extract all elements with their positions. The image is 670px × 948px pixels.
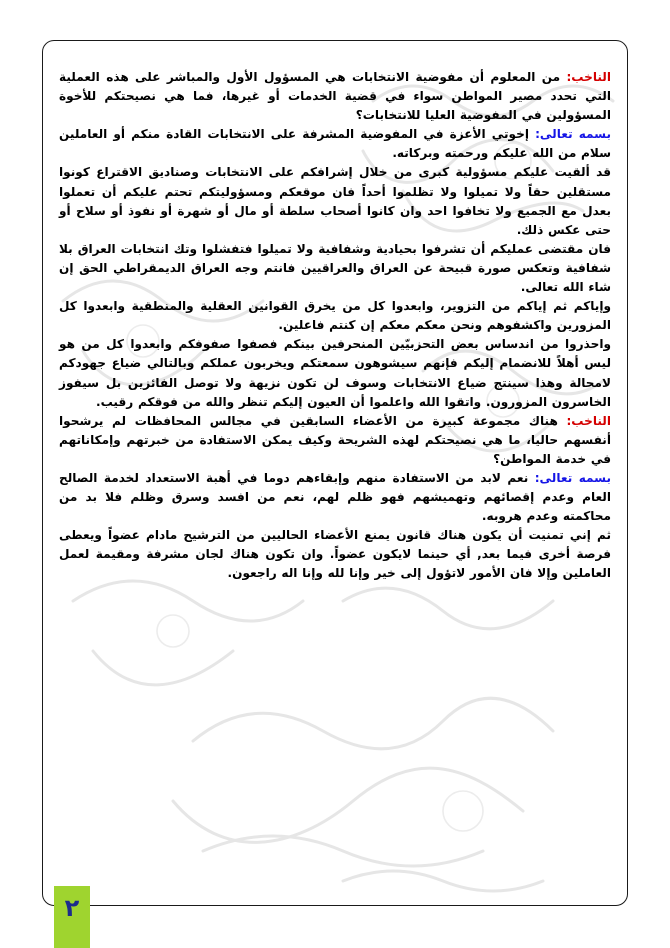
- voter-label: الناخب:: [566, 70, 611, 84]
- paragraph-text: قد ألقيت عليكم مسؤولية كبرى من خلال إشرافكم على الانتخابات وصناديق الاقتراع كونوا مستقلين حقاً ولا تميلوا ولا تظلموا أحداً فان موقعكم ومسؤوليتكم تحتم عليكم أن تعملوا بعدل مع الجميع ولا تخافوا احد وان كانوا أصحاب سلطة أو مال أو شهرة أو نفوذ أو سلاح أو حتى عكس ذلك.: [59, 165, 611, 237]
- paragraph-text: وإياكم ثم إياكم من التزوير، وابعدوا كل من يخرق القوانين العقلية والمنطقية وابعدوا كل المزورين واكشفوهم ونحن معكم معكم إن كنتم فاعلين.: [59, 299, 611, 333]
- paragraph: [59, 335, 611, 411]
- page-number-tab: [54, 886, 90, 948]
- page-number: ٢: [64, 894, 80, 922]
- paragraph: [59, 469, 611, 526]
- paragraph: [59, 240, 611, 297]
- paragraph: [59, 412, 611, 469]
- paragraph: [59, 526, 611, 583]
- answer-label: بسمه تعالى:: [535, 127, 611, 142]
- document-body: [59, 68, 611, 584]
- page-frame: [42, 40, 628, 906]
- paragraph: [59, 163, 611, 239]
- answer-label: بسمه تعالى:: [534, 470, 612, 485]
- voter-label: الناخب:: [566, 413, 611, 428]
- paragraph: [59, 68, 611, 125]
- paragraph-text: فان مقتضى عمليكم أن تشرفوا بحيادية وشفافية ولا تميلوا فتفشلوا وتك انتخابات العراق بلا شفافية وتعكس صورة قبيحة عن العراق والعراقيين فانتم وجه العراق الديمقراطي الحق إن شاء الله تعالى.: [59, 241, 611, 295]
- paragraph-text: ثم إني تمنيت أن يكون هناك قانون يمنع الأعضاء الحاليين من الترشيح مادام عضواً ويعطى فرصة أخرى فيما بعد, أي حينما لايكون عضواً. وان تكون هناك لجان مشرفة ومقيمة لعمل العاملين وإلا فان الأمور لاتؤول إلى خير وإنا لله وإنا اله راجعون.: [59, 528, 611, 581]
- paragraph-text: نعم لابد من الاستفادة منهم وإبقاءهم دوما في أهبة الاستعداد لخدمة الصالح العام وعدم إقصائهم وتهميشهم فهو ظلم لهم، نعم من افسد وسرق وظلم فلا بد من محاكمته وعدم هروبه.: [59, 470, 611, 524]
- paragraph-text: من المعلوم أن مفوضية الانتخابات هي المسؤول الأول والمباشر على هذه العملية التي تحدد مصير المواطن سواء في قضية الخدمات أو غيرها، فما هي نصيحتكم للأخوة المسؤولين في المفوضية العليا للانتخابات؟: [59, 70, 611, 123]
- paragraph: [59, 125, 611, 163]
- paragraph-text: هناك مجموعة كبيرة من الأعضاء السابقين في مجالس المحافظات لم يرشحوا أنفسهم حاليا، ما هي نصيحتكم لهذه الشريحة وكيف يمكن الاستفادة من خبرتهم وإمكاناتهم في خدمة المواطن؟: [59, 413, 611, 466]
- paragraph-text: واحذروا من اندساس بعض التحزبيّين المنحرفين بينكم فصفوا صفوفكم وابعدوا كل من هو ليس أهلاً للانضمام إليكم فإنهم سيشوهون سمعتكم ويخربون عملكم وبالتالي ضياع جهودكم لامحالة وهذا سينتج ضياع الانتخابات وسوف لن تكون نزيهة ولا توصل الفائزين بل سيفوز الخاسرون المزورون. واتقوا الله واعلموا أن العيون إليكم تنظر والله من فوقكم رقيب.: [59, 337, 611, 409]
- paragraph-text: إخوتي الأعزة في المفوضية المشرفة على الانتخابات القادة منكم أو العاملين سلام من الله عليكم ورحمته وبركاته.: [59, 127, 611, 161]
- paragraph: [59, 297, 611, 335]
